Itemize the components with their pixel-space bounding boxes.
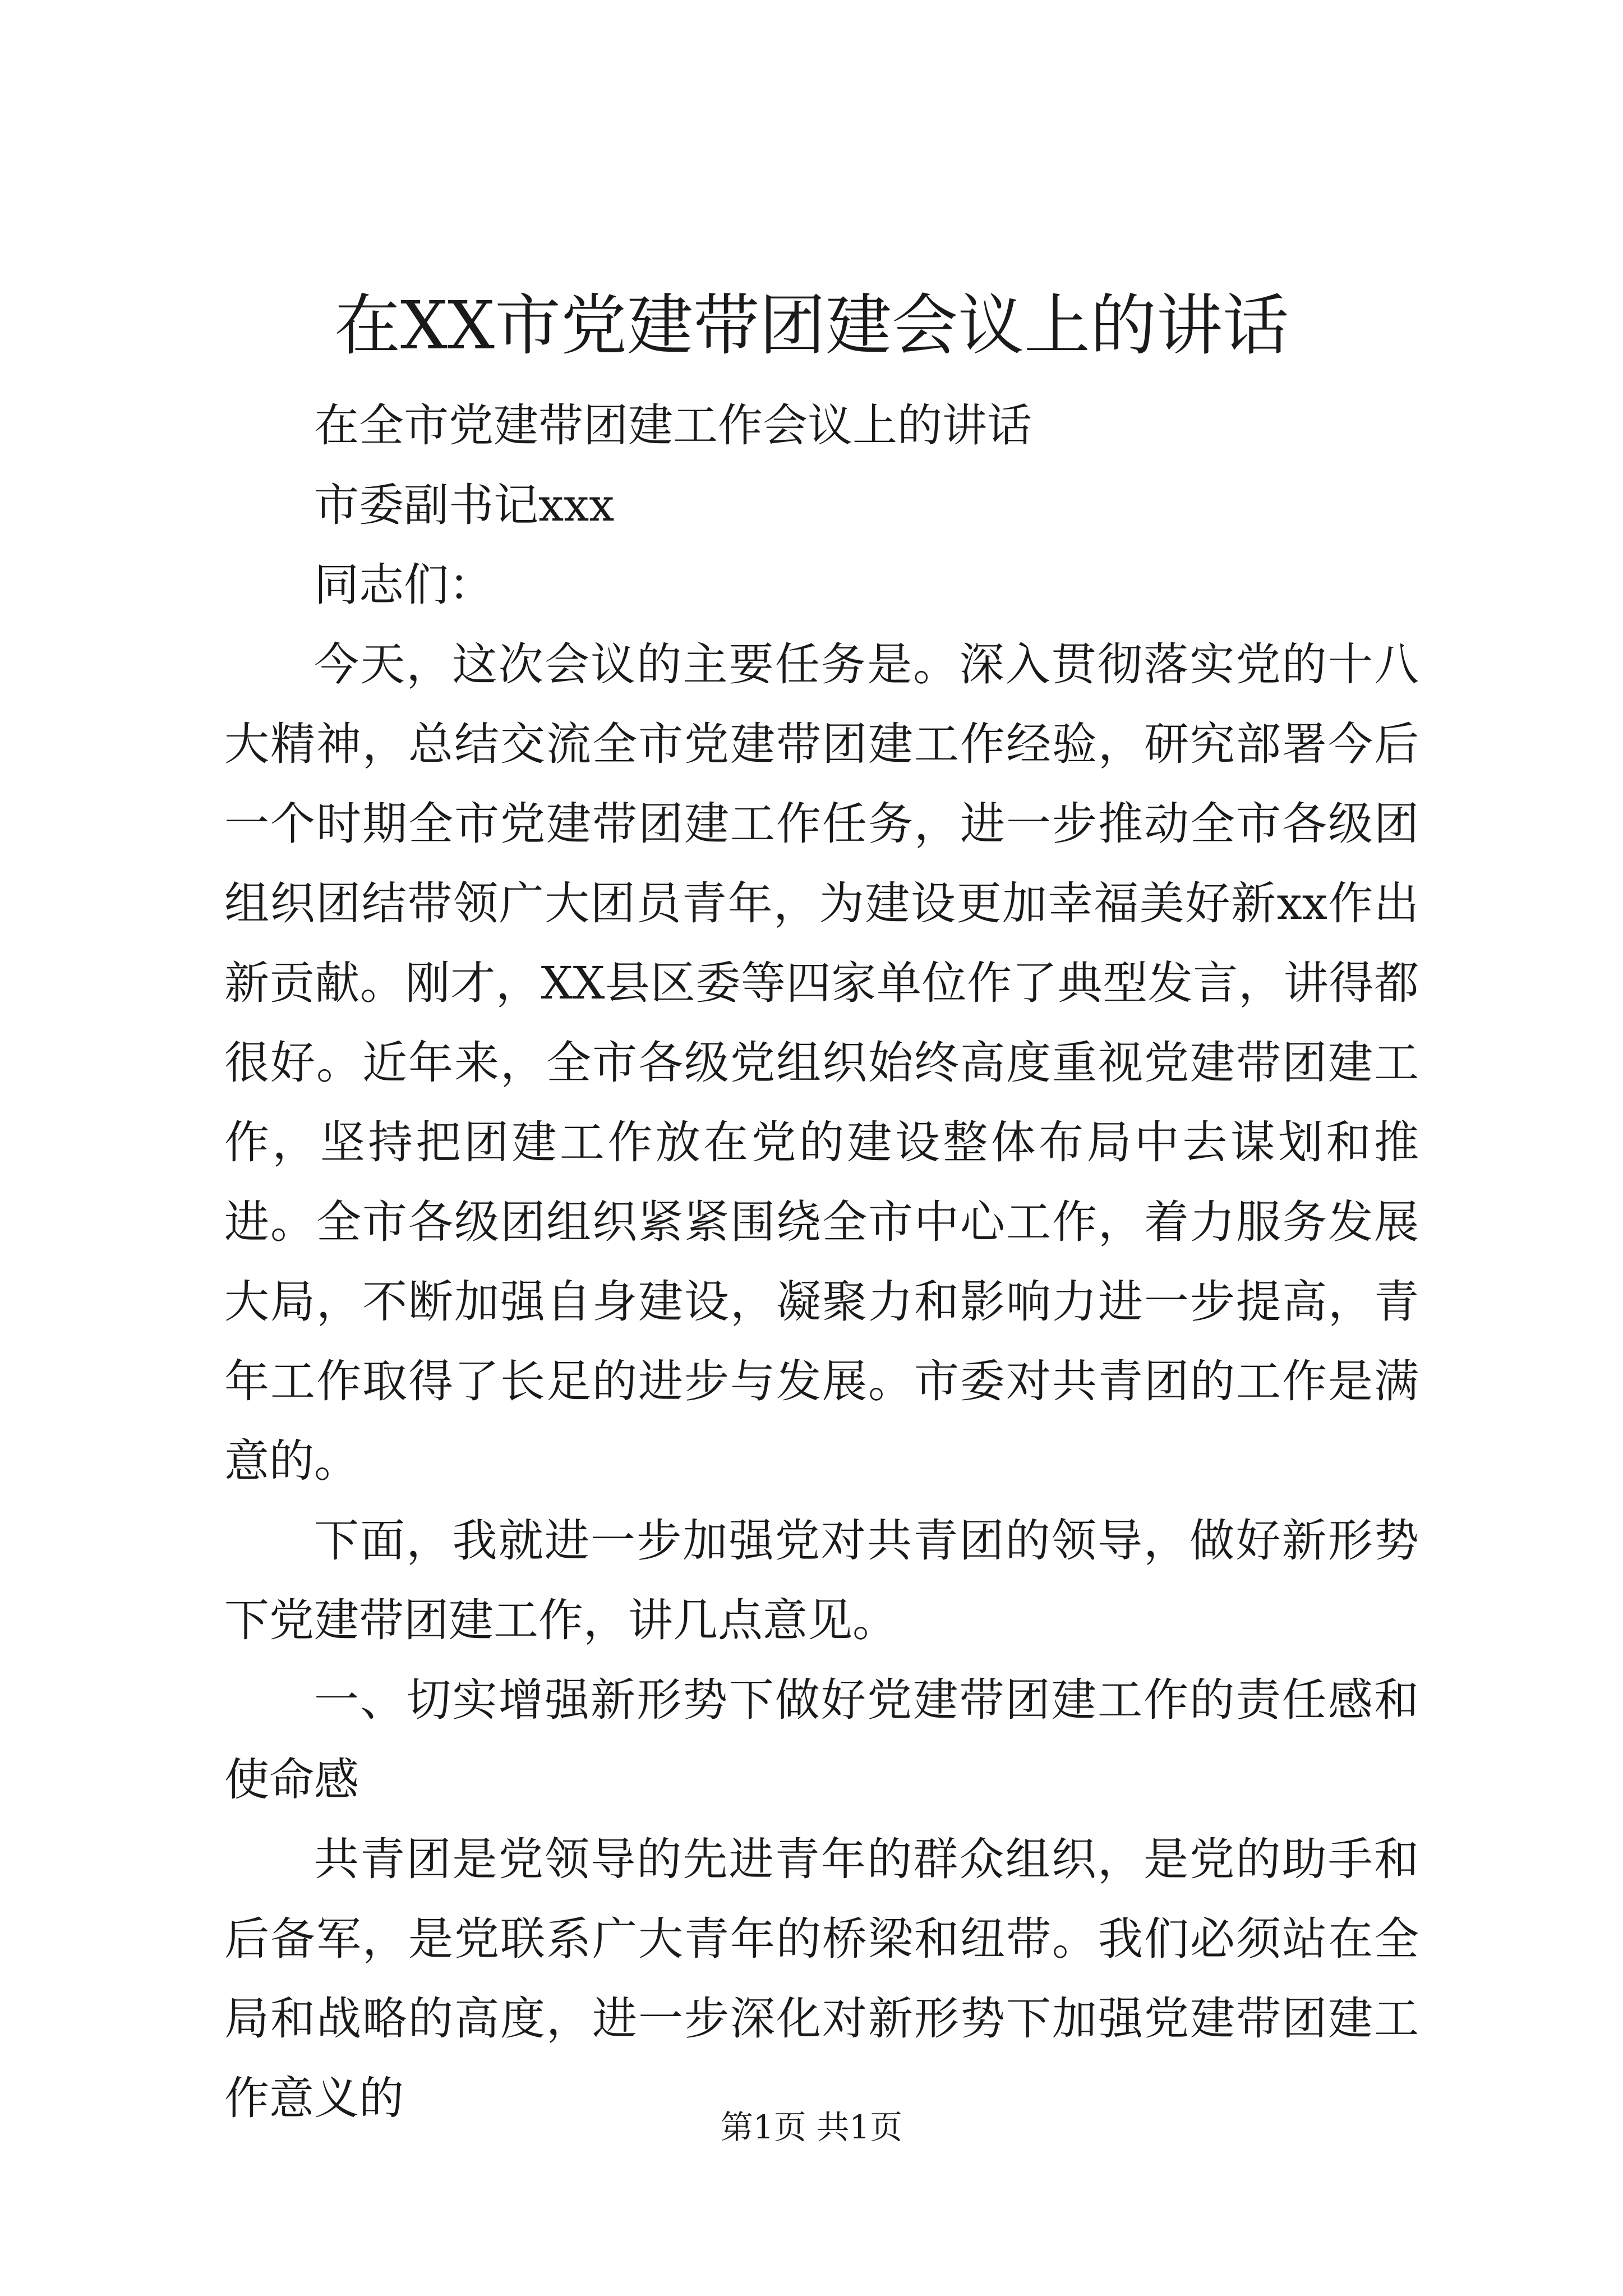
page-footer: 第1页 共1页: [720, 2108, 903, 2146]
body-paragraph: 下面，我就进一步加强党对共青团的领导，做好新形势下党建带团建工作，讲几点意见。: [224, 1515, 1419, 1646]
document-title: 在XX市党建带团建会议上的讲话: [334, 287, 1289, 364]
body-paragraph: 今天，这次会议的主要任务是。深入贯彻落实党的十八大精神，总结交流全市党建带团建工作经验，研究部署今后一个时期全市党建带团建工作任务，进一步推动全市各级团组织团结带领广大团员青年，为建设更加幸福美好新xx作出新贡献。刚才，XX县区委等四家单位作了典型发言，讲得都很好。近年来，全市各级党组织始终高度重视党建带团建工作，坚持把团建工作放在党的建设整体布局中去谋划和推进。全市各级团组织紧紧围绕全市中心工作，着力服务发展大局，不断加强自身建设，凝聚力和影响力进一步提高，青年工作取得了长足的进步与发展。市委对共青团的工作是满意的。: [224, 638, 1419, 1487]
document-body: [224, 386, 1419, 2138]
speaker-line: 市委副书记xxx: [314, 479, 615, 531]
section-heading: 一、切实增强新形势下做好党建带团建工作的责任感和使命感: [224, 1674, 1419, 1806]
subtitle-paragraph: 在全市党建带团建工作会议上的讲话: [314, 399, 1032, 452]
body-paragraph: 共青团是党领导的先进青年的群众组织，是党的助手和后备军，是党联系广大青年的桥梁和纽带。我们必须站在全局和战略的高度，进一步深化对新形势下加强党建带团建工作意义的: [224, 1833, 1419, 2124]
salutation: 同志们：: [314, 559, 494, 611]
